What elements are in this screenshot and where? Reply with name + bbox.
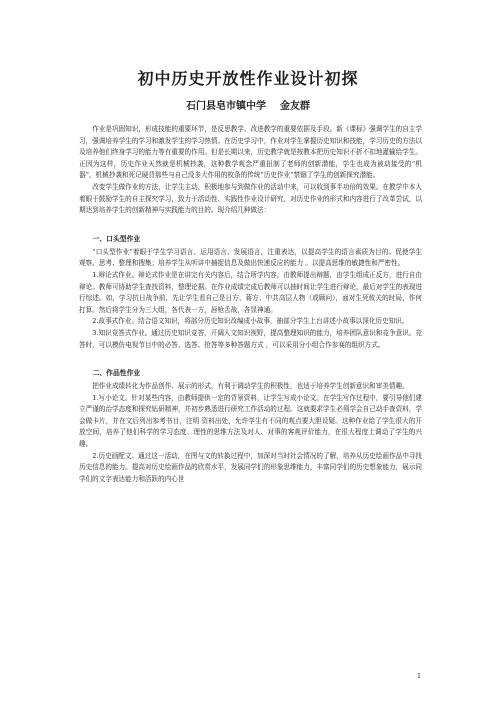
section-gap <box>79 217 422 225</box>
section-heading-works: 二、作品性作业 <box>92 369 141 378</box>
author-line <box>0 97 496 112</box>
intro-paragraph: 改变学生做作业的方法，让学生主动，积极地参与到做作业的活动中来，可以收到事半功倍的效果。在教学中本人着眼于鼓励学生的自主探究学习，致力于活动性、实践性作业设计研究，对历史作业的形式和内容进行了改革尝试，以期达到培养学生的创新精神与实践能力的目的。现介绍几种做法： <box>79 182 422 215</box>
document-body <box>79 124 422 485</box>
page-title: 初中历史开放性作业设计初探 <box>137 69 359 88</box>
section-paragraph: 1.辩论式作业。辩论式作业是在讲完有关内容后，结合所学内容，由教师提出辩题，由学生组成正反方，进行自由辩论。教师可协助学生查找资料，整理论据。在作业成绩完成后教师可以抽时间让学生进行辩论，最后对学生的表现进行综述。如，学习抗日战争前，先让学生看自己是日方、蒋方、中共高层人物（或顾问），面对生死攸关的时局，作何打算。然后将学生分为三大组，各代表一方，唇枪舌战，各显神通。 <box>79 270 422 314</box>
author-name: 金友群 <box>280 101 310 112</box>
intro-paragraph: 作业是巩固知识，形成技能的重要环节，是反思教学、改进教学的重要依据及手段。新《课标》强调学生的自主学习，强调培养学生的学习和激发学生的学习热情。在历史学习中，作业对学生掌握历史知识和技能，学习历史的方法以及培养他们终身学习的能力等有重要的作用。但是长期以来，历史教学就是按教本把历史知识不折不扣地灌输给学生。正因为这样，历史作业天然就是机械抄袭，这种教学观念严重扭制了老师的创新潜能，学生也成为被动接受的“机器”，机械抄袭和死记硬背那些与自己没多大作用的枚条的传统“历史作业”禁锢了学生的创新探究潜能。 <box>79 125 422 180</box>
section-paragraph: 2.故事式作业。结合语文知识，将部分历史知识改编成小故事，抽部分学生上台讲述小故事以深化历史知识。 <box>92 317 409 326</box>
section-gap <box>79 351 422 359</box>
section-paragraph: 3.知识竞答式作业。通过历史知识竞答，开阔人文知识视野，提高整理知识的能力，培养团队意识和竞争意识。竞答时，可以模仿电视节目中的必答、选答、抢答等多种答题方式 ，可以采用分小组合作参赛的组织方式。 <box>79 328 422 349</box>
page-number: 1 <box>417 673 421 680</box>
section-paragraph: 1.写小论文。针对某些内容，由教师提供一定的背景资料，让学生写成小论文。在学生写作过程中，要引导他们建立严谨的治学态度和探究钻研精神，并初步熟悉进行研究工作活动的过程。这就要求学生必须学会自己动手查资料，学会做卡片，并在文后列出参考书目，注明 资料出处，允许学生有不同的观点要大胆设疑。这种作业给了学生很大的开放空间，培养了他们科学的学习态度、理性的思维方法及对人、对事的客观评价能力，在很大程度上调动了学生的兴趣。 <box>79 393 422 449</box>
section-heading-oral: 一、口头型作业 <box>92 234 141 243</box>
author-school: 石门县皂市镇中学 <box>186 101 266 112</box>
section-paragraph: 2.历史画配文。通过这一活动，在图与文的转换过程中，加深对当时社会情况的了解，培养从历史绘画作品中寻找历史信息的能力。提高对历史绘画作品的欣赏水平，发展同学们的形象思维能力，丰富同学们的历史想象能力，展示同学们的文字表达能力和活跃的内心世 <box>79 451 422 483</box>
section-paragraph: 把作业成绩转化为作品创作、展示的形式，有利于调动学生的积极性，也适于培养学生创新意识和审美情趣。 <box>92 382 409 391</box>
section-paragraph: “口头型作业”着眼于学生学习语言、运用语言、发展语言，注重表达，以提高学生的语言素质为目的。促使学生观察、思考、整理和搜集；培养学生从听讲中捕捉信息及做出快速反应的能力 。以提高思维的敏捷性和严密性。 <box>79 247 422 268</box>
